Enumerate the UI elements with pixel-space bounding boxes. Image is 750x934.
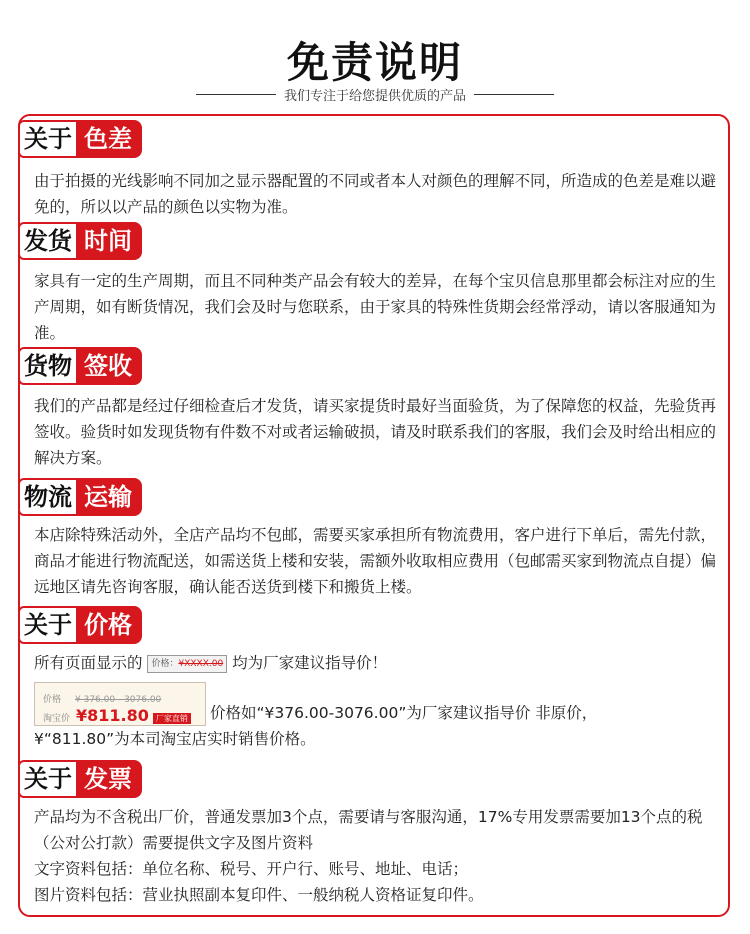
section-text — [34, 804, 718, 908]
price-box-label2: 淘宝价 — [43, 714, 71, 724]
invoice-text: 产品均为不含税出厂价，普通发票加3个点，需要请与客服沟通，17%专用发票需要加13个点的税（公对公打款）需要提供文字及图片资料 — [34, 808, 703, 852]
price-line-1-post: 均为厂家建议指导价！ — [232, 654, 388, 672]
section-heading — [18, 760, 142, 798]
section-heading — [18, 222, 142, 260]
price-line-1 — [34, 650, 718, 676]
section-text: 由于拍摄的光线影响不同加之显示器配置的不同或者本人对颜色的理解不同，所造成的色差是难以避免的，所以以产品的颜色以实物为准。 — [34, 172, 717, 216]
heading-part-a: 关于 — [18, 760, 78, 798]
heading-part-b: 发票 — [78, 760, 142, 798]
section-text: 家具有一定的生产周期，而且不同种类产品会有较大的差异，在每个宝贝信息那里都会标注对应的生产周期，如有断货情况，我们会及时与您联系，由于家具的特殊性货期会经常浮动，请以客服通知为准。 — [34, 272, 717, 342]
invoice-line-2: 文字资料包括：单位名称、税号、开户行、账号、地址、电话； — [34, 860, 469, 878]
price-box-row-cur — [43, 703, 191, 732]
section-heading — [18, 120, 142, 158]
page-title: 免责说明 — [286, 38, 463, 87]
section-heading — [18, 347, 142, 385]
price-box-current: ¥811.80 — [76, 706, 149, 725]
price-line-3: ¥“811.80”为本司淘宝店实时销售价格。 — [34, 730, 316, 748]
heading-part-b: 签收 — [78, 347, 142, 385]
price-box-badge: 厂家直销 — [153, 713, 191, 724]
disclaimer-frame — [18, 114, 730, 917]
heading-part-b: 色差 — [78, 120, 142, 158]
price-tag-sample — [147, 655, 227, 673]
section-text — [34, 650, 718, 752]
invoice-line-3: 图片资料包括：营业执照副本复印件、一般纳税人资格证复印件。 — [34, 886, 484, 904]
price-line-2-text: 价格如“¥376.00-3076.00”为厂家建议指导价 非原价， — [210, 704, 598, 722]
price-sample-box — [34, 682, 206, 726]
section-text: 本店除特殊活动外，全店产品均不包邮，需要买家承担所有物流费用，客户进行下单后，需先付款，商品才能进行物流配送，如需送货上楼和安装，需额外收取相应费用（包邮需买家到物流点自提）偏远地区请先咨询客服，确认能否送货到楼下和搬货上楼。 — [34, 526, 717, 596]
price-tag-value: ¥XXXX.00 — [178, 658, 224, 669]
heading-part-b: 运输 — [78, 478, 142, 516]
price-line-2 — [34, 682, 718, 726]
section-text: 我们的产品都是经过仔细检查后才发货，请买家提货时最好当面验货，为了保障您的权益，先验货再签收。验货时如发现货物有件数不对或者运输破损，请及时联系我们的客服，我们会及时给出相应的解决方案。 — [34, 397, 717, 467]
divider-right — [474, 94, 554, 95]
price-line-1-pre: 所有页面显示的 — [34, 654, 143, 672]
subtitle: 我们专注于给您提供优质的产品 — [283, 89, 466, 104]
subtitle-row — [0, 85, 750, 104]
price-box-label: 价格 — [43, 695, 62, 705]
heading-part-a: 发货 — [18, 222, 78, 260]
heading-part-a: 关于 — [18, 606, 78, 644]
price-box-orig: ¥ 376.00 - 3076.00 — [75, 695, 162, 705]
section-heading — [18, 478, 142, 516]
heading-part-b: 时间 — [78, 222, 142, 260]
heading-part-b: 价格 — [78, 606, 142, 644]
price-tag-label: 价格： — [151, 658, 179, 669]
heading-part-a: 物流 — [18, 478, 78, 516]
heading-part-a: 货物 — [18, 347, 78, 385]
divider-left — [196, 94, 276, 95]
section-heading — [18, 606, 142, 644]
heading-part-a: 关于 — [18, 120, 78, 158]
